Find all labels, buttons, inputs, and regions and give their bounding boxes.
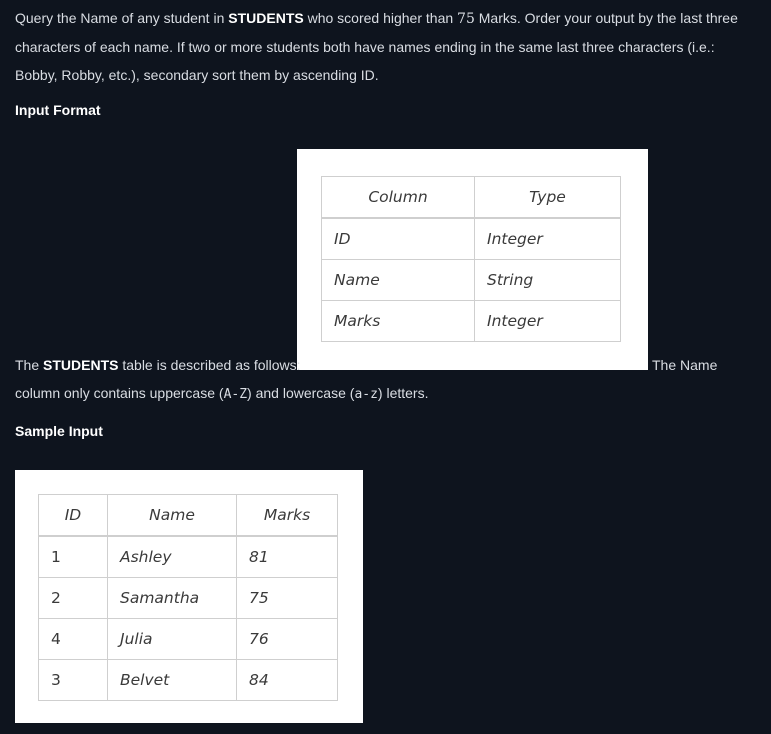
lowercase-range: a-z [354,387,378,402]
problem-description [15,4,760,89]
schema-cell: Integer [475,218,621,260]
letters-constraint: column only contains uppercase (A-Z) and lowercase (a-z) letters. [15,385,429,402]
schema-header-row [322,177,621,219]
schema-table [321,176,621,342]
threshold-value: 75 [457,11,475,27]
name-column-note: The Name [652,357,718,373]
sample-table [38,494,338,701]
input-format-heading: Input Format [15,102,101,118]
sample-cell-id: 4 [39,619,108,660]
sample-cell-name: Julia [108,619,237,660]
students-table-name: STUDENTS [43,357,119,373]
students-table-name: STUDENTS [228,10,304,26]
table-row [39,619,338,660]
sample-cell-name: Ashley [108,536,237,578]
sample-cell-name: Samantha [108,578,237,619]
table-row [322,301,621,342]
table-row [322,218,621,260]
sample-header-id: ID [39,495,108,537]
sample-header-row [39,495,338,537]
sample-cell-marks: 81 [237,536,338,578]
sample-cell-id: 2 [39,578,108,619]
sample-cell-id: 1 [39,536,108,578]
table-row [39,536,338,578]
sample-cell-name: Belvet [108,660,237,701]
problem-statement: Query the Name of any student in STUDENTS who scored higher than 75 Marks. Order your output by the last three characters of each name. If two or more students both have names ending in the same last three characters (i.e.: Bobby, Robby, etc.), secondary sort them by ascending ID. [15,10,738,83]
sample-table-card [15,470,363,723]
schema-cell: ID [322,218,475,260]
table-row [39,578,338,619]
schema-cell: String [475,260,621,301]
name-word: Name [80,10,118,26]
sample-cell-marks: 84 [237,660,338,701]
sample-input-heading: Sample Input [15,423,103,439]
table-row [39,660,338,701]
schema-cell: Integer [475,301,621,342]
sample-header-name: Name [108,495,237,537]
schema-table-card [297,149,648,370]
sample-header-marks: Marks [237,495,338,537]
schema-header-column: Column [322,177,475,219]
sample-cell-marks: 75 [237,578,338,619]
schema-header-type: Type [475,177,621,219]
students-description: The STUDENTS table is described as follows: [15,357,301,373]
sample-cell-id: 3 [39,660,108,701]
table-row [322,260,621,301]
uppercase-range: A-Z [223,387,248,402]
schema-cell: Name [322,260,475,301]
sample-cell-marks: 76 [237,619,338,660]
schema-cell: Marks [322,301,475,342]
